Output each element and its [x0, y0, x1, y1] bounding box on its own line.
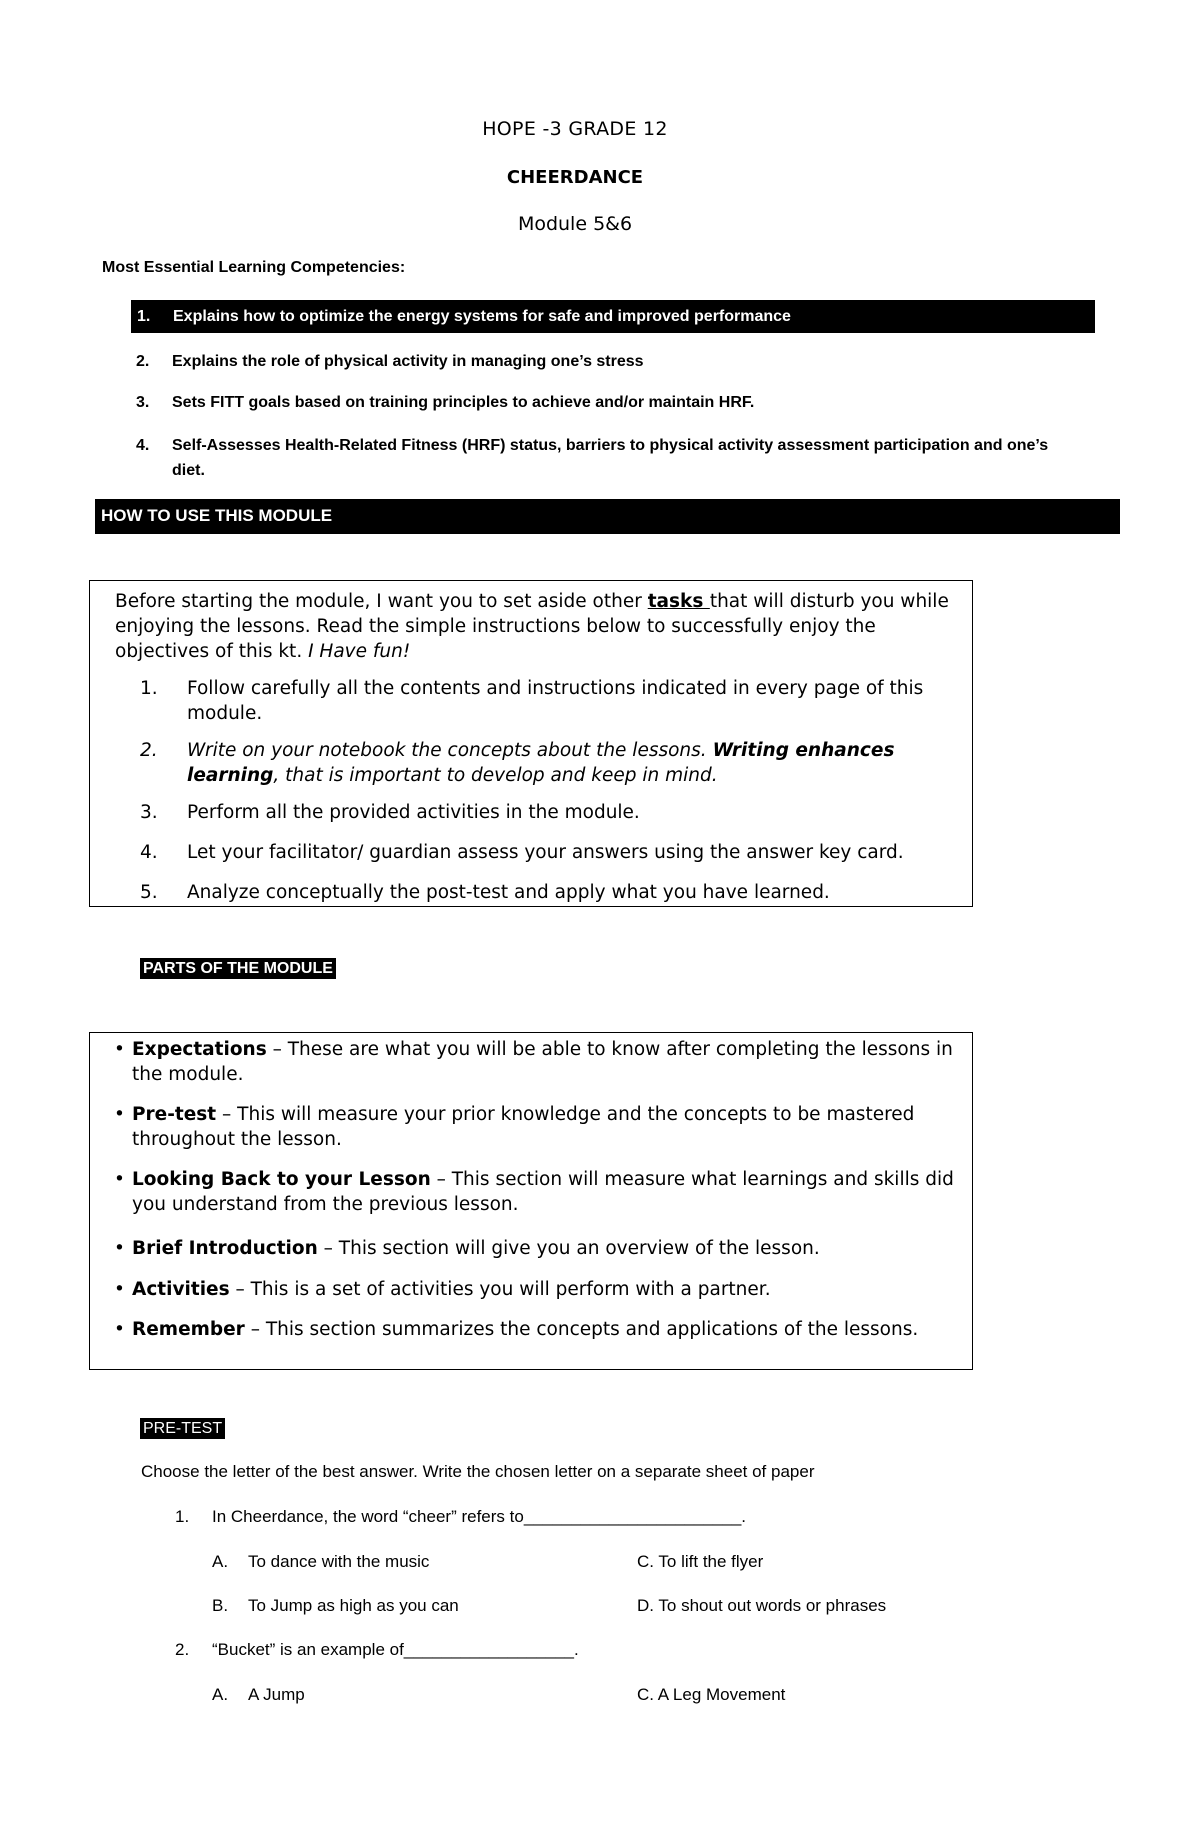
part-item-looking-back: • Looking Back to your Lesson – This section will measure what learnings and skills did you understand from the previous lesson. — [114, 1169, 954, 1215]
parts-box — [89, 1032, 973, 1370]
question-1-number: 1. — [175, 1507, 190, 1526]
competency-number: 4. — [136, 437, 150, 454]
bullet-icon: • — [114, 1039, 125, 1060]
part-item-brief-introduction: • Brief Introduction – This section will give you an overview of the lesson. — [114, 1238, 820, 1259]
course-title: HOPE -3 GRADE 12 — [482, 118, 668, 140]
instruction-step-3: 3. Perform all the provided activities in the module. — [140, 802, 640, 823]
question-2-number: 2. — [175, 1640, 190, 1659]
competency-number: 2. — [136, 353, 150, 370]
bullet-icon: • — [114, 1238, 125, 1259]
competency-text: Sets FITT goals based on training principles to achieve and/or maintain HRF. — [172, 394, 755, 411]
choice-2a: A. — [212, 1685, 229, 1704]
subject-title: CHEERDANCE — [506, 167, 644, 188]
parts-heading: PARTS OF THE MODULE — [140, 958, 336, 979]
choice-2c: C. A Leg Movement — [637, 1685, 786, 1704]
instructions-box — [89, 580, 973, 907]
pretest-heading: PRE-TEST — [140, 1418, 225, 1439]
bullet-icon: • — [114, 1279, 125, 1300]
choice-1a-text: To dance with the music — [248, 1552, 430, 1571]
competency-number: 1. — [137, 308, 151, 325]
part-item-remember: • Remember – This section summarizes the concepts and applications of the lessons. — [114, 1319, 919, 1340]
melc-heading: Most Essential Learning Competencies: — [102, 259, 406, 276]
choice-1d: D. To shout out words or phrases — [637, 1596, 887, 1615]
choice-1b-text: To Jump as high as you can — [248, 1596, 459, 1615]
part-item-pretest: • Pre-test – This will measure your prior knowledge and the concepts to be mastered throughout the lesson. — [114, 1104, 915, 1150]
writing-emphasis: Writing enhances learning — [187, 740, 895, 786]
pretest-heading-wrap — [140, 1418, 225, 1438]
choice-1b: B. — [212, 1596, 229, 1615]
competency-highlight-bar — [131, 300, 1095, 333]
bullet-icon: • — [114, 1319, 125, 1340]
competency-text: Explains the role of physical activity in managing one’s stress — [172, 353, 644, 370]
instruction-step-1: 1. Follow carefully all the contents and instructions indicated in every page of this module. — [140, 678, 924, 724]
instructions-intro: Before starting the module, I want you to set aside other tasks that will disturb you while enjoying the lessons. Read the simple instructions below to successfully enjoy the objectives of this kt. I Have fun! — [115, 591, 949, 662]
choice-1a: A. — [212, 1552, 229, 1571]
instruction-step-2: 2. Write on your notebook the concepts about the lessons. Writing enhances learning, that is important to develop and keep in mind. — [140, 740, 895, 786]
have-fun-text: I Have fun! — [308, 641, 411, 662]
competency-item-3 — [136, 390, 1096, 415]
question-1-text: In Cheerdance, the word “cheer” refers to_______________________. — [212, 1507, 746, 1526]
choice-2a-text: A Jump — [248, 1685, 305, 1704]
how-to-use-heading-bar — [95, 499, 1120, 534]
competency-item-1 — [137, 304, 1097, 329]
choice-1c: C. To lift the flyer — [637, 1552, 764, 1571]
competency-item-4 — [136, 433, 1076, 483]
bullet-icon: • — [114, 1104, 125, 1125]
part-item-activities: • Activities – This is a set of activities you will perform with a partner. — [114, 1279, 771, 1300]
pretest-instruction: Choose the letter of the best answer. Write the chosen letter on a separate sheet of paper — [141, 1462, 815, 1481]
parts-heading-wrap — [140, 958, 336, 978]
bullet-icon: • — [114, 1169, 125, 1190]
how-to-use-heading: HOW TO USE THIS MODULE — [101, 506, 333, 525]
competency-item-2 — [136, 349, 1096, 374]
competency-text: Explains how to optimize the energy systems for safe and improved performance — [173, 308, 791, 325]
module-title: Module 5&6 — [517, 213, 633, 235]
question-2-text: “Bucket” is an example of__________________. — [212, 1640, 579, 1659]
tasks-emphasis: tasks — [647, 591, 710, 612]
competency-number: 3. — [136, 394, 150, 411]
competency-text: Self-Assesses Health-Related Fitness (HRF) status, barriers to physical activity assessment participation and one’s diet. — [172, 437, 1049, 479]
instruction-step-5: 5. Analyze conceptually the post-test and apply what you have learned. — [140, 882, 830, 903]
instruction-step-4: 4. Let your facilitator/ guardian assess your answers using the answer key card. — [140, 842, 904, 863]
part-item-expectations: • Expectations – These are what you will be able to know after completing the lessons in the module. — [114, 1039, 953, 1085]
